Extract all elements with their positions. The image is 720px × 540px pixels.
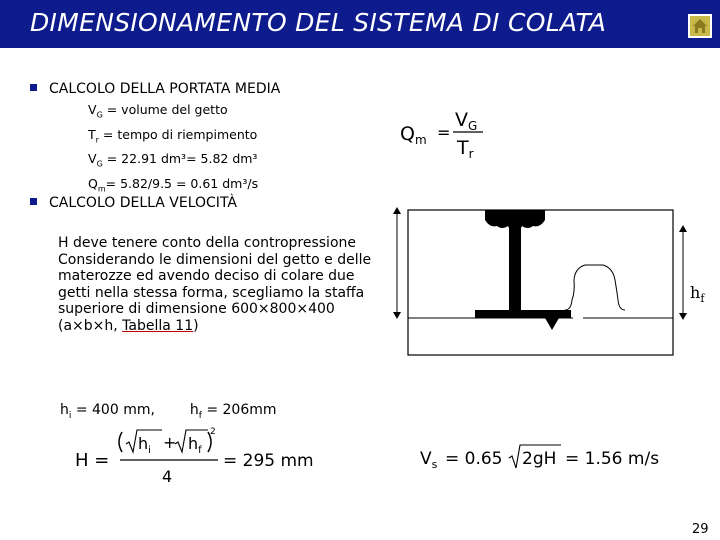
hf-label: $h_f$ bbox=[690, 283, 705, 305]
equals-sign: = bbox=[437, 123, 451, 142]
bullet-velocita bbox=[30, 195, 237, 211]
formula-vs-expr: = 0.65 bbox=[445, 449, 503, 469]
formula-qm-lhs: $Q_m$ bbox=[400, 123, 427, 147]
def-line-qm-value: $Q_m= 5.82/9.5 = 0.61$ dm³/s bbox=[88, 175, 259, 193]
bullet-portata bbox=[30, 81, 280, 97]
page-number: 29 bbox=[692, 522, 709, 537]
formula-vs-lhs: $V_s$ bbox=[420, 449, 438, 471]
hf-dimension-arrow bbox=[679, 225, 687, 320]
riser-outline bbox=[565, 265, 625, 310]
tabella-11-link[interactable]: Tabella 11 bbox=[122, 317, 194, 334]
qm-formula bbox=[395, 100, 505, 160]
def-line-vg-value: $V_G = 22.91$ dm³= 5.82 dm³ bbox=[88, 151, 258, 169]
explanation-paragraph: H deve tenere conto della contropressione Considerando le dimensioni del getto e delle materozze ed avendo deciso di colare due getti nella stessa forma, scegliamo la staffa superiore di dimensione 600×800×400 (a×b×h, Tabella 11) bbox=[58, 235, 372, 334]
runner bbox=[475, 310, 571, 318]
def-line-tr: $T_r$ = tempo di riempimento bbox=[88, 126, 258, 144]
svg-text:+: + bbox=[163, 433, 177, 452]
hf-value: $h_f = 206mm$ bbox=[189, 402, 277, 421]
svg-text:2: 2 bbox=[210, 427, 216, 437]
formula-vs-root: 2gH bbox=[522, 449, 557, 469]
formula-h-hf: $h_f$ bbox=[188, 434, 202, 456]
formula-vs-result: = 1.56 m/s bbox=[565, 449, 660, 469]
home-button[interactable] bbox=[688, 14, 712, 38]
hi-dimension-arrow bbox=[393, 207, 401, 319]
section-heading-portata: CALCOLO DELLA PORTATA MEDIA bbox=[49, 81, 281, 97]
sprue bbox=[475, 210, 571, 330]
section-heading-velocita: CALCOLO DELLA VELOCITÀ bbox=[49, 195, 237, 211]
ingate-icon bbox=[545, 318, 559, 330]
formula-qm-numerator: $V_G$ bbox=[455, 109, 478, 133]
h-values bbox=[60, 402, 277, 421]
home-icon bbox=[692, 18, 708, 34]
def-line-vg: $V_G$ = volume del getto bbox=[88, 102, 228, 120]
bullet-icon bbox=[30, 84, 37, 91]
bullet-icon bbox=[30, 198, 37, 205]
hi-value: $h_i = 400$ mm, bbox=[60, 402, 155, 421]
formula-h-result: = 295 mm bbox=[223, 451, 314, 471]
formula-h-lhs: H = bbox=[75, 450, 110, 471]
page-title: DIMENSIONAMENTO DEL SISTEMA DI COLATA bbox=[30, 8, 607, 37]
vs-formula bbox=[415, 438, 685, 478]
definitions-block bbox=[88, 100, 258, 198]
flask-outline bbox=[408, 210, 673, 355]
formula-h-hi: $h_i$ bbox=[138, 434, 151, 456]
h-formula bbox=[70, 420, 340, 490]
paragraph-text: H deve tenere conto della contropressione Considerando le dimensioni del getto e delle materozze ed avendo deciso di colare due getti nella stessa forma, scegliamo la staffa superiore di dimensione 600×800×400 (a×b×h, bbox=[58, 235, 372, 334]
formula-qm-denominator: $T_r$ bbox=[457, 137, 474, 160]
title-bar bbox=[0, 0, 720, 48]
formula-h-den: 4 bbox=[162, 467, 173, 486]
mold-diagram bbox=[385, 200, 720, 365]
